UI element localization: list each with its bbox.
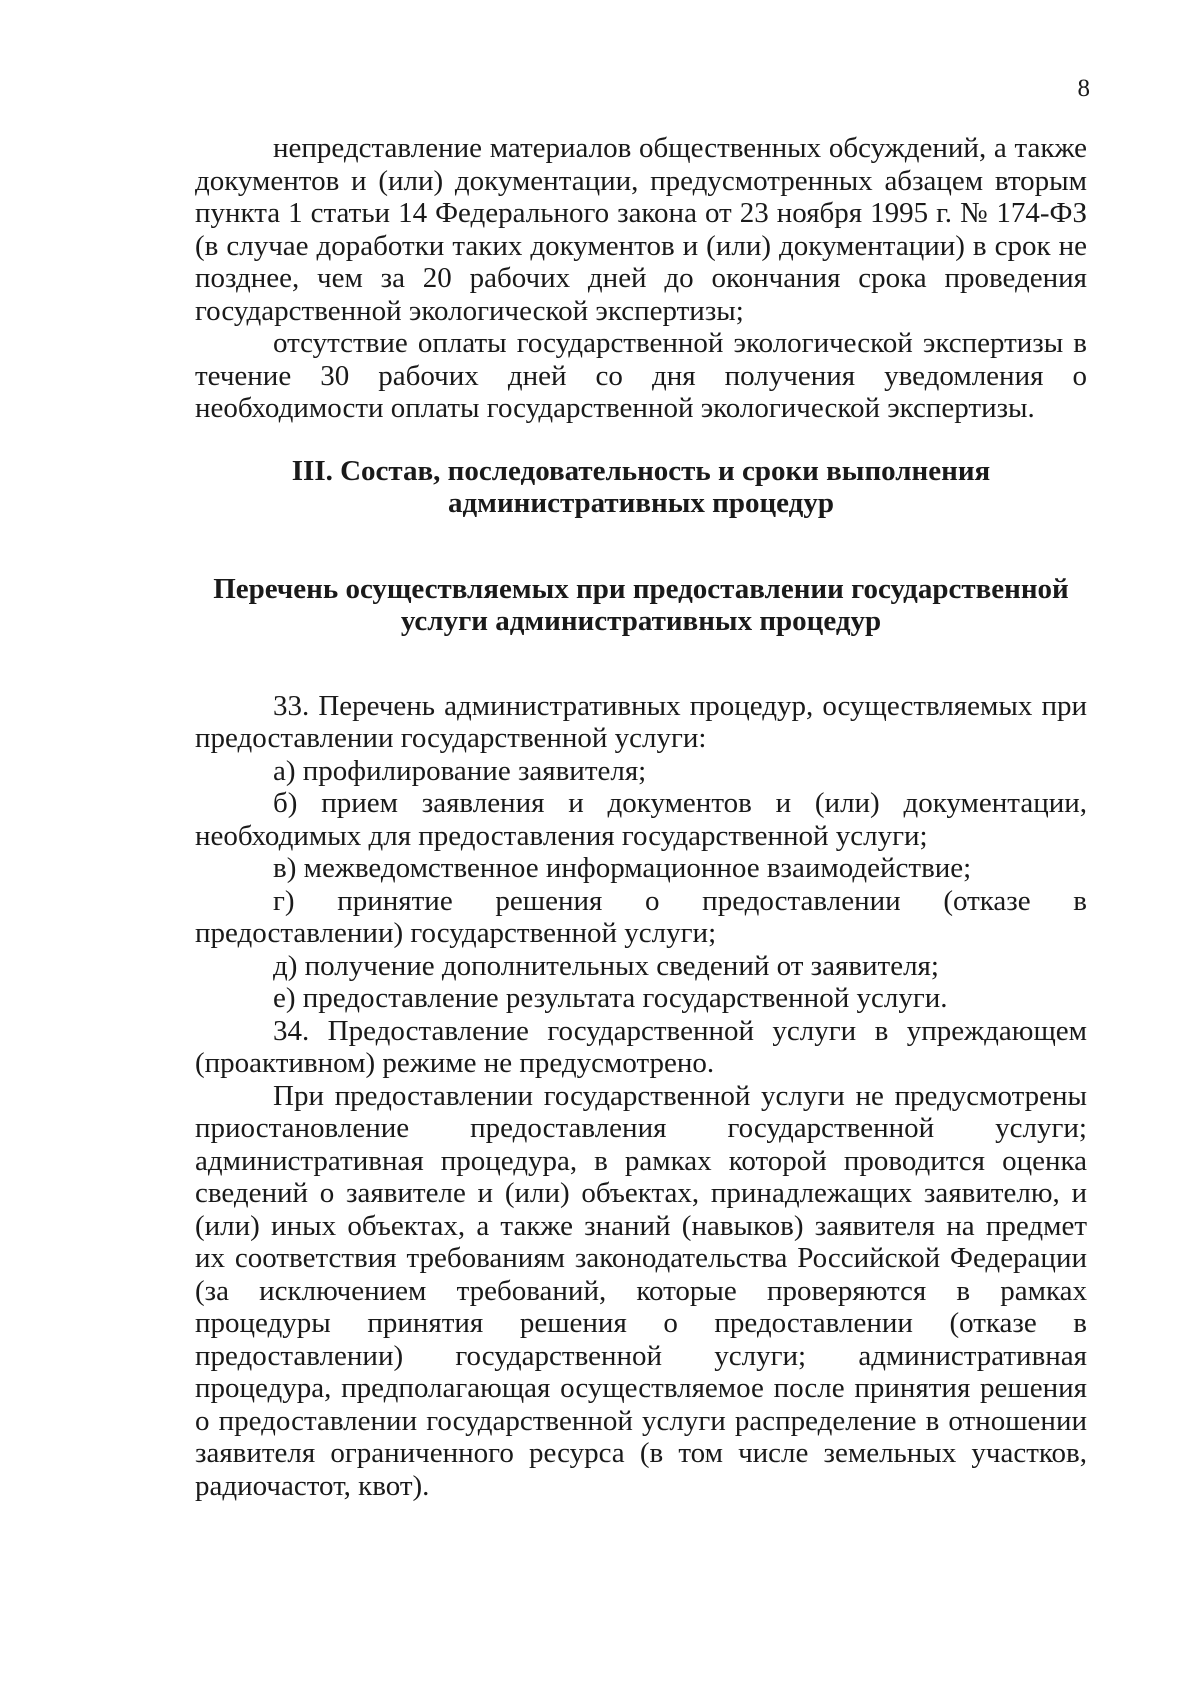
paragraph-nonpayment: отсутствие оплаты государственной экологической экспертизы в течение 30 рабочих дней со дня получения уведомления о необходимости оплаты государственной экологической экспертизы. (195, 327, 1087, 424)
section-heading (195, 455, 1087, 520)
page-number: 8 (1077, 75, 1090, 102)
list-item: д) получение дополнительных сведений от заявителя; (273, 949, 939, 982)
sub-heading (195, 573, 1087, 638)
list-item: б) прием заявления и документов и (или) документации, необходимых для предоставления государственной услуги; (195, 787, 1087, 852)
document-body (195, 132, 1087, 1502)
list-item: а) профилирование заявителя; (273, 754, 647, 787)
paragraph-final: При предоставлении государственной услуги не предусмотрены приостановление предоставления государственной услуги; административная процедура, в рамках которой проводится оценка сведений о заявителе и (или) объектах, принадлежащих заявителю, и (или) иных объектах, а также знаний (навыков) заявителя на предмет их соответствия требованиям законодательства Российской Федерации (за исключением требований, которые проверяются в рамках процедуры принятия решения о предоставлении (отказе в предоставлении) государственной услуги; административная процедура, предполагающая осуществляемое после принятия решения о предоставлении государственной услуги распределение в отношении заявителя ограниченного ресурса (в том числе земельных участков, радиочастот, квот). (195, 1079, 1087, 1502)
list-item: г) принятие решения о предоставлении (отказе в предоставлении) государственной услуги; (195, 884, 1087, 949)
section-heading-line-1: III. Состав, последовательность и сроки выполнения (291, 454, 991, 487)
paragraph-34: 34. Предоставление государственной услуги в упреждающем (проактивном) режиме не предусмотрено. (195, 1014, 1087, 1079)
section-heading-line-2: административных процедур (448, 487, 834, 519)
paragraph-nonsubmission: непредставление материалов общественных обсуждений, а также документов и (или) документации, предусмотренных абзацем вторым пункта 1 статьи 14 Федерального закона от 23 ноября 1995 г. № 174-ФЗ (в случае доработки таких документов и (или) документации) в срок не позднее, чем за 20 рабочих дней до окончания срока проведения государственной экологической экспертизы; (195, 132, 1087, 327)
sub-heading-line-2: услуги административных процедур (400, 605, 882, 637)
list-item: в) межведомственное информационное взаимодействие; (273, 852, 972, 884)
paragraph-33: 33. Перечень административных процедур, осуществляемых при предоставлении государственной услуги: (195, 689, 1087, 754)
list-item: е) предоставление результата государственной услуги. (273, 982, 948, 1014)
sub-heading-line-1: Перечень осуществляемых при предоставлении государственной (213, 572, 1069, 605)
